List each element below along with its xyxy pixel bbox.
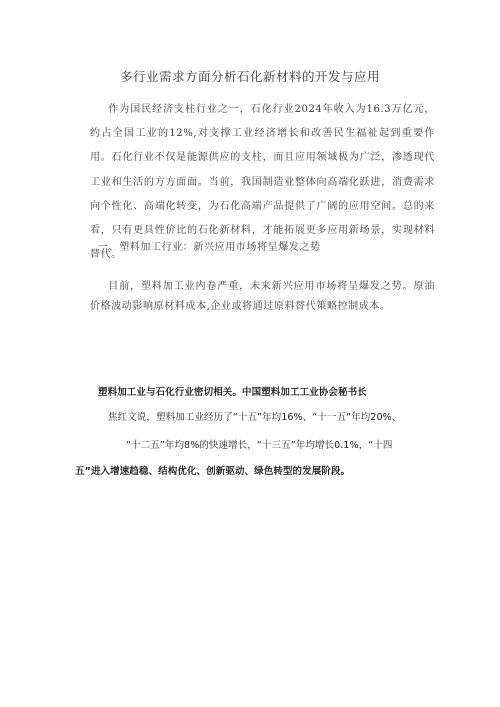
quote-line-4: 五”进入增速趋稳、结构优化、创新驱动、绿色转型的发展阶段。 bbox=[75, 466, 351, 477]
plastics-paragraph bbox=[90, 277, 435, 317]
section-heading-plastics: 一、塑料加工行业：新兴应用市场将呈爆发之势 bbox=[98, 242, 321, 253]
intro-paragraph-text: 作为国民经济支柱行业之一，石化行业2024年收入为16.3万亿元，约占全国工业的12%,对支撑工业经济增长和改善民生福祉起到重要作用。石化行业不仅是能源供应的支柱，而且应用领域极为广泛，渗透现代工业和生活的方方面面。当前，我国制造业整体向高端化跃进，消费需求向个性化、高端化转变，为石化高端产品提供了广阔的应用空间。总的来看，只有更具性价比的石化新材料，才能拓展更多应用新场景，实现材料替代。 bbox=[90, 104, 435, 261]
quote-line-1: 塑料加工业与石化行业密切相关。中国塑料加工工业协会秘书长 bbox=[98, 387, 367, 398]
quote-line-2: 焦红文说，塑料加工业经历了“十五”年均16%、“十一五”年均20%、 bbox=[108, 412, 402, 423]
document-title: 多行业需求方面分析石化新材料的开发与应用 bbox=[119, 69, 380, 84]
plastics-paragraph-text: 目前，塑料加工业内卷严重，未来新兴应用市场将呈爆发之势。原油价格波动影响原材料成本,企业或将通过原料替代策略控制成本。 bbox=[90, 281, 435, 312]
quote-line-3: “十二五”年均8%的快速增长，“十三五”年均增长0.1%，“十四 bbox=[126, 440, 393, 451]
